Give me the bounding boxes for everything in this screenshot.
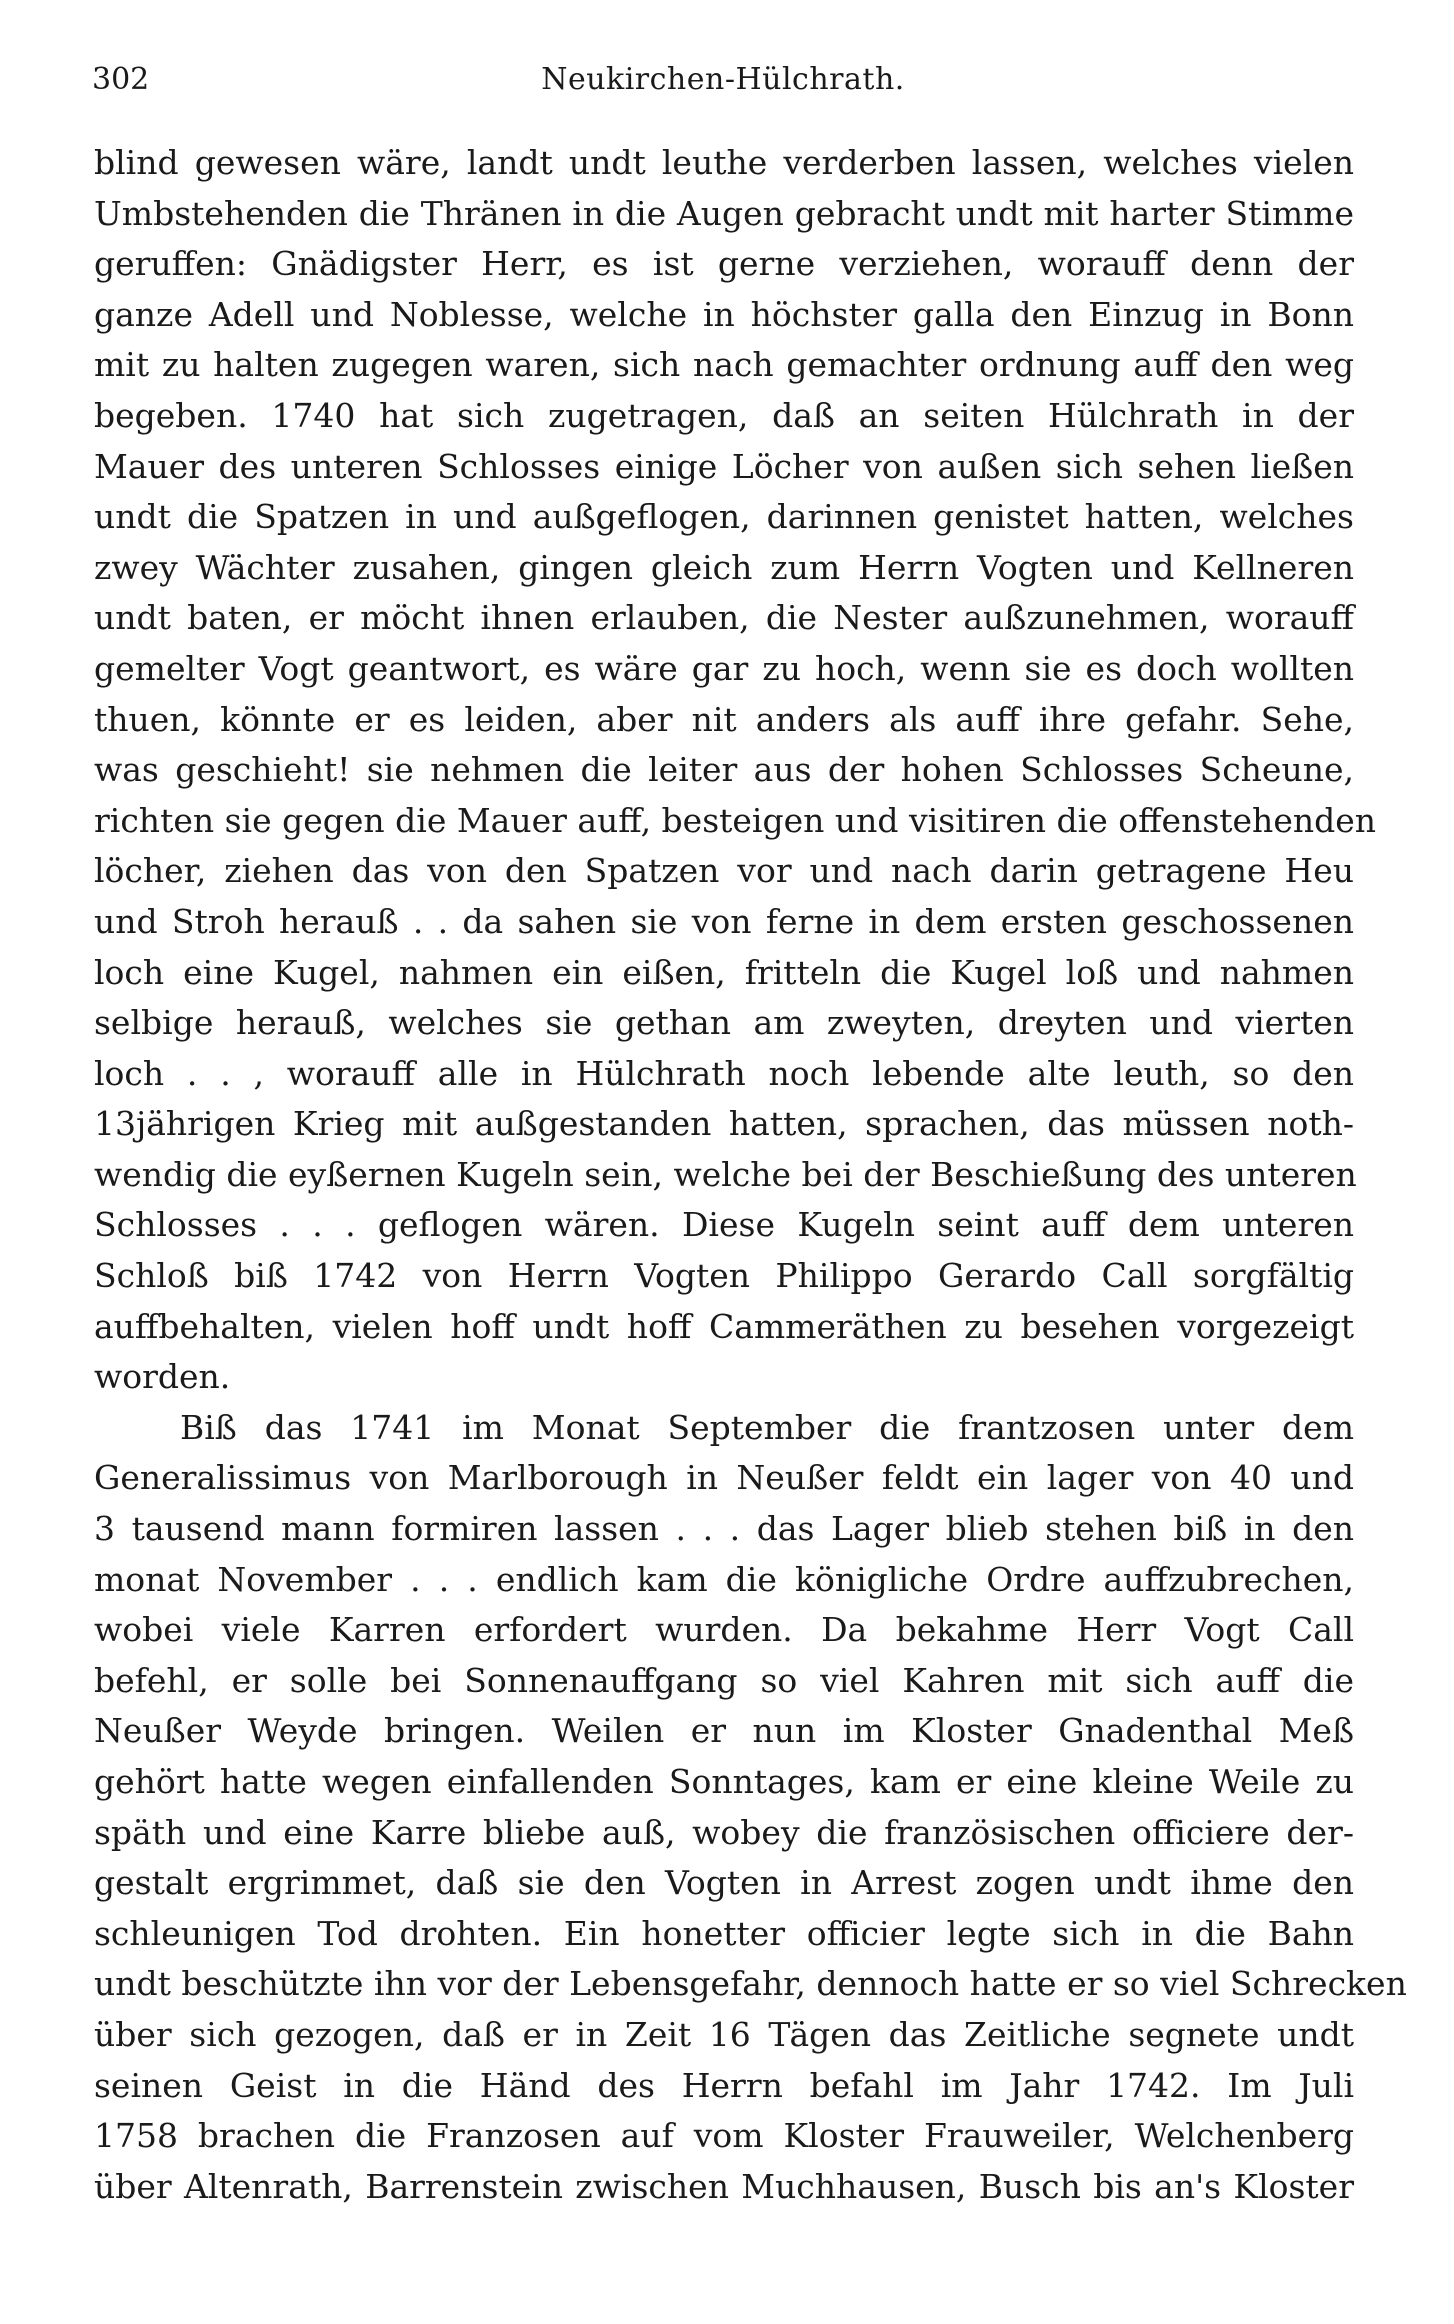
text-line: geruffen: Gnädigster Herr, es ist gerne verziehen, worauff denn der <box>94 244 1354 284</box>
text-line: worden. <box>94 1357 231 1397</box>
text-line: selbige herauß, welches sie gethan am zweyten, dreyten und vierten <box>94 1003 1354 1043</box>
text-line: begeben. 1740 hat sich zugetragen, daß an seiten Hülchrath in der <box>94 395 1354 435</box>
text-line: Umbstehenden die Thränen in die Augen gebracht undt mit harter Stimme <box>94 193 1354 233</box>
text-line: schleunigen Tod drohten. Ein honetter officier legte sich in die Bahn <box>94 1913 1354 1953</box>
text-line: monat November . . . endlich kam die königliche Ordre auffzubrechen, <box>94 1559 1354 1599</box>
text-line: Biß das 1741 im Monat September die frantzosen unter dem <box>180 1407 1354 1447</box>
page-body-text <box>94 138 1407 2212</box>
text-line: wobei viele Karren erfordert wurden. Da bekahme Herr Vogt Call <box>94 1610 1354 1650</box>
text-line: Generalissimus von Marlborough in Neußer feldt ein lager von 40 und <box>94 1458 1354 1498</box>
text-line: zwey Wächter zusahen, gingen gleich zum Herrn Vogten und Kellneren <box>94 547 1354 587</box>
text-line: undt die Spatzen in und außgeflogen, darinnen genistet hatten, welches <box>94 497 1354 537</box>
text-line: und Stroh herauß . . da sahen sie von ferne in dem ersten geschossenen <box>94 901 1354 941</box>
text-line: thuen, könnte er es leiden, aber nit anders als auff ihre gefahr. Sehe, <box>94 699 1354 739</box>
text-line: gehört hatte wegen einfallenden Sonntages, kam er eine kleine Weile zu <box>94 1762 1354 1801</box>
text-line: Neußer Weyde bringen. Weilen er nun im Kloster Gnadenthal Meß <box>94 1711 1354 1751</box>
text-line: Schlosses . . . geflogen wären. Diese Kugeln seint auff dem unteren <box>94 1205 1354 1245</box>
text-line: 3 tausend mann formiren lassen . . . das Lager blieb stehen biß in den <box>94 1509 1354 1549</box>
text-line: loch eine Kugel, nahmen ein eißen, fritteln die Kugel loß und nahmen <box>94 952 1354 992</box>
text-line: gemelter Vogt geantwort, es wäre gar zu hoch, wenn sie es doch wollten <box>94 648 1354 688</box>
page-number: 302 <box>92 62 150 97</box>
text-line: 13jährigen Krieg mit außgestanden hatten, sprachen, das müssen noth- <box>94 1104 1354 1144</box>
text-line: undt baten, er möcht ihnen erlauben, die Nester außzunehmen, worauff <box>94 598 1354 638</box>
text-line: was geschieht! sie nehmen die leiter aus der hohen Schlosses Scheune, <box>94 750 1354 790</box>
running-title: Neukirchen-Hülchrath. <box>541 62 905 97</box>
text-line: späth und eine Karre bliebe auß, wobey die französischen officiere der- <box>94 1812 1354 1852</box>
text-line: wendig die eyßernen Kugeln sein, welche bei der Beschießung des unteren <box>94 1154 1357 1194</box>
text-line: ganze Adell und Noblesse, welche in höchster galla den Einzug in Bonn <box>94 294 1354 334</box>
text-line: befehl, er solle bei Sonnenauffgang so viel Kahren mit sich auff die <box>94 1660 1354 1700</box>
text-line: mit zu halten zugegen waren, sich nach gemachter ordnung auff den weg <box>94 345 1354 385</box>
text-line: richten sie gegen die Mauer auff, besteigen und visitiren die offenstehenden <box>94 800 1377 840</box>
text-line: 1758 brachen die Franzosen auf vom Kloster Frauweiler, Welchenberg <box>94 2116 1354 2156</box>
text-line: über sich gezogen, daß er in Zeit 16 Tägen das Zeitliche segnete undt <box>94 2014 1354 2054</box>
text-line: auffbehalten, vielen hoff undt hoff Cammeräthen zu besehen vorgezeigt <box>94 1306 1354 1346</box>
text-line: löcher, ziehen das von den Spatzen vor und nach darin getragene Heu <box>94 851 1354 891</box>
page-header <box>92 62 1354 106</box>
text-line: blind gewesen wäre, landt undt leuthe verderben lassen, welches vielen <box>94 143 1354 182</box>
text-line: loch . . , worauff alle in Hülchrath noch lebende alte leuth, so den <box>94 1053 1354 1093</box>
text-line: undt beschützte ihn vor der Lebensgefahr, dennoch hatte er so viel Schrecken <box>94 1964 1407 2004</box>
text-line: über Altenrath, Barrenstein zwischen Muchhausen, Busch bis an's Kloster <box>94 2166 1354 2206</box>
text-line: Schloß biß 1742 von Herrn Vogten Philippo Gerardo Call sorgfältig <box>94 1256 1354 1296</box>
text-line: gestalt ergrimmet, daß sie den Vogten in Arrest zogen undt ihme den <box>94 1863 1354 1903</box>
text-line: seinen Geist in die Händ des Herrn befahl im Jahr 1742. Im Juli <box>94 2065 1354 2105</box>
text-line: Mauer des unteren Schlosses einige Löcher von außen sich sehen ließen <box>94 446 1354 486</box>
